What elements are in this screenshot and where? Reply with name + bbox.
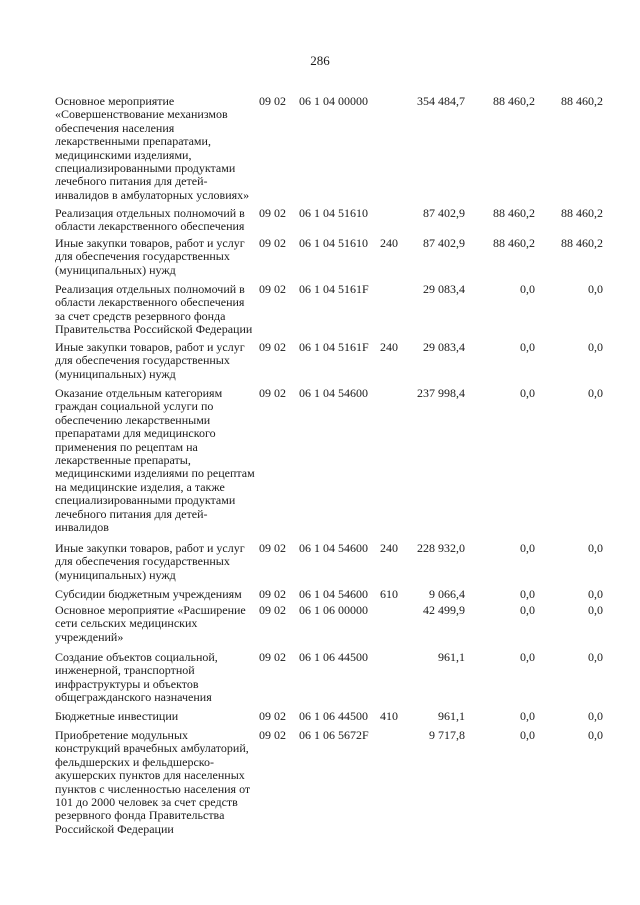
- row-section: 09 02: [259, 236, 286, 250]
- row-code: 06 1 06 00000: [299, 603, 368, 617]
- row-name: Оказание отдельным категориям граждан социальной услуги по обеспечению лекарственными препаратами для медицинского применения по рецептам на лекарственные препараты, медицинскими изделиями по рецептам на медицинские изделия, а также специализированными продуктами лечебного питания для детей-инвалидов: [55, 386, 255, 535]
- row-amount-2: 0,0: [520, 709, 535, 723]
- row-section: 09 02: [259, 94, 286, 108]
- row-name: Иные закупки товаров, работ и услуг для обеспечения государственных (муниципальных) нужд: [55, 236, 245, 277]
- row-amount-1: 9 717,8: [429, 728, 465, 742]
- row-amount-2: 0,0: [520, 340, 535, 354]
- row-code: 06 1 04 51610: [299, 206, 368, 220]
- row-code: 06 1 06 44500: [299, 650, 368, 664]
- row-section: 09 02: [259, 603, 286, 617]
- row-amount-3: 0,0: [588, 650, 603, 664]
- row-section: 09 02: [259, 709, 286, 723]
- row-amount-2: 0,0: [520, 728, 535, 742]
- row-amount-3: 88 460,2: [561, 206, 603, 220]
- row-amount-2: 0,0: [520, 541, 535, 555]
- row-section: 09 02: [259, 587, 286, 601]
- row-amount-1: 237 998,4: [417, 386, 465, 400]
- row-section: 09 02: [259, 206, 286, 220]
- row-code: 06 1 04 54600: [299, 541, 368, 555]
- row-amount-1: 961,1: [438, 709, 465, 723]
- row-amount-1: 87 402,9: [423, 236, 465, 250]
- row-section: 09 02: [259, 282, 286, 296]
- row-name: Основное мероприятие «Совершенствование механизмов обеспечения населения лекарственными препаратами, медицинскими изделиями, специализированными продуктами лечебного питания для детей-инвалидов в амбулаторных условиях»: [55, 94, 250, 202]
- row-amount-1: 228 932,0: [417, 541, 465, 555]
- row-amount-1: 354 484,7: [417, 94, 465, 108]
- row-vr: 240: [380, 340, 398, 354]
- row-name: Реализация отдельных полномочий в области лекарственного обеспечения за счет средств резервного фонда Правительства Российской Федерации: [55, 282, 253, 337]
- row-amount-3: 0,0: [588, 541, 603, 555]
- row-vr: 610: [380, 587, 398, 601]
- row-amount-3: 0,0: [588, 709, 603, 723]
- row-section: 09 02: [259, 728, 286, 742]
- row-amount-2: 0,0: [520, 587, 535, 601]
- row-amount-3: 88 460,2: [561, 94, 603, 108]
- row-amount-1: 42 499,9: [423, 603, 465, 617]
- row-amount-2: 88 460,2: [493, 94, 535, 108]
- row-amount-3: 0,0: [588, 282, 603, 296]
- row-amount-3: 88 460,2: [561, 236, 603, 250]
- row-amount-1: 29 083,4: [423, 282, 465, 296]
- row-amount-2: 88 460,2: [493, 236, 535, 250]
- row-code: 06 1 06 5672F: [299, 728, 369, 742]
- row-name: Иные закупки товаров, работ и услуг для обеспечения государственных (муниципальных) нужд: [55, 541, 245, 582]
- row-name: Реализация отдельных полномочий в области лекарственного обеспечения: [55, 206, 245, 234]
- row-code: 06 1 04 5161F: [299, 340, 369, 354]
- row-vr: 240: [380, 541, 398, 555]
- row-name: Основное мероприятие «Расширение сети сельских медицинских учреждений»: [55, 603, 246, 644]
- row-amount-2: 0,0: [520, 282, 535, 296]
- row-amount-3: 0,0: [588, 340, 603, 354]
- row-code: 06 1 04 5161F: [299, 282, 369, 296]
- row-amount-1: 87 402,9: [423, 206, 465, 220]
- row-amount-2: 0,0: [520, 386, 535, 400]
- row-code: 06 1 04 54600: [299, 386, 368, 400]
- row-name: Приобретение модульных конструкций врачебных амбулаторий, фельдшерских и фельдшерско-акушерских пунктов для населенных пунктов с численностью населения от 101 до 2000 человек за счет средств резервного фонда Правительства Российской Федерации: [55, 728, 251, 836]
- row-name: Иные закупки товаров, работ и услуг для обеспечения государственных (муниципальных) нужд: [55, 340, 245, 381]
- row-section: 09 02: [259, 340, 286, 354]
- row-amount-3: 0,0: [588, 386, 603, 400]
- row-amount-3: 0,0: [588, 728, 603, 742]
- row-amount-2: 88 460,2: [493, 206, 535, 220]
- row-name: Создание объектов социальной, инженерной, транспортной инфраструктуры и объектов общегражданского назначения: [55, 650, 218, 705]
- row-name: Бюджетные инвестиции: [55, 709, 179, 723]
- row-code: 06 1 04 51610: [299, 236, 368, 250]
- row-code: 06 1 06 44500: [299, 709, 368, 723]
- row-amount-3: 0,0: [588, 603, 603, 617]
- row-code: 06 1 04 00000: [299, 94, 368, 108]
- row-section: 09 02: [259, 386, 286, 400]
- row-amount-1: 29 083,4: [423, 340, 465, 354]
- row-amount-1: 9 066,4: [429, 587, 465, 601]
- row-amount-3: 0,0: [588, 587, 603, 601]
- row-vr: 240: [380, 236, 398, 250]
- row-amount-2: 0,0: [520, 650, 535, 664]
- row-vr: 410: [380, 709, 398, 723]
- row-amount-1: 961,1: [438, 650, 465, 664]
- row-amount-2: 0,0: [520, 603, 535, 617]
- row-section: 09 02: [259, 650, 286, 664]
- page-number: 286: [310, 53, 330, 68]
- row-section: 09 02: [259, 541, 286, 555]
- row-name: Субсидии бюджетным учреждениям: [55, 587, 242, 601]
- row-code: 06 1 04 54600: [299, 587, 368, 601]
